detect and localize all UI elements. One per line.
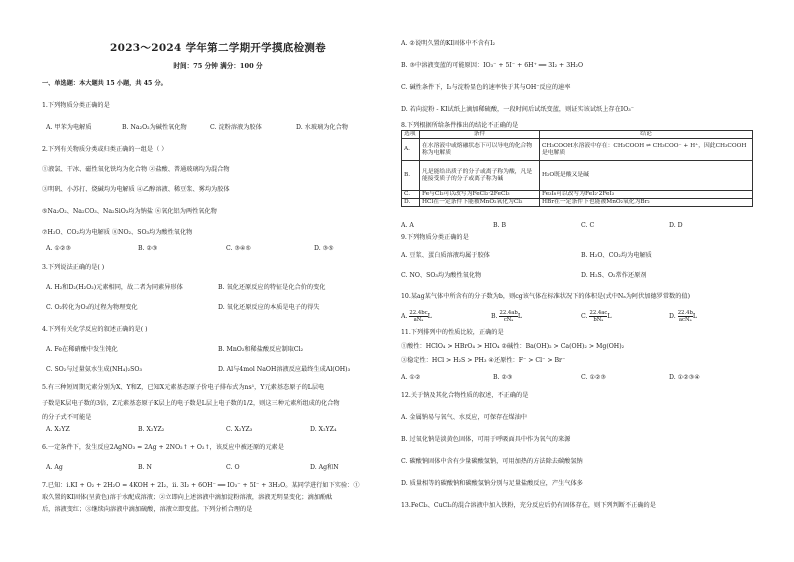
unit: L: [607, 313, 612, 320]
q8-table: [401, 130, 753, 207]
q11-option-c[interactable]: C. ①②③: [581, 374, 607, 381]
q11-option-b[interactable]: B. ②③: [493, 374, 513, 381]
q7-option-d[interactable]: D. 若向淀粉 - KI试纸上滴加稀硫酸，一段时间后试纸变蓝，则证实该试纸上存在IO₃⁻: [401, 106, 635, 113]
table-header-row: [402, 131, 753, 139]
q5-option-c[interactable]: C. X₂YZ₃: [226, 426, 253, 433]
q2-option-d[interactable]: D. ③⑤: [314, 245, 334, 252]
q6-option-d[interactable]: D. Ag和N: [310, 464, 339, 471]
table-cell: Fe与Cl₂可以改写为FeCl₂·2FeCl₃: [420, 191, 540, 199]
fraction: [409, 310, 427, 323]
q11-option-d[interactable]: D. ①②③④: [669, 374, 700, 381]
q7-line-2: 取久置的KI固体(呈黄色)溶于水配成溶液；②立即向上述溶液中滴加淀粉溶液，溶液无明显变化；滴加酚酞: [42, 494, 333, 501]
q6-option-b[interactable]: B. N: [138, 464, 152, 471]
q6-option-c[interactable]: C. O: [226, 464, 240, 471]
q1-stem: 1.下列物质分类正确的是: [42, 102, 110, 109]
table-cell: C.: [402, 191, 420, 199]
q12-option-c[interactable]: C. 碳酸钠固体中含有少量碳酸氢钠，可用加热的方法除去碳酸氢钠: [401, 458, 583, 465]
fraction: [589, 310, 607, 323]
q7-option-b[interactable]: B. ③中溶液变蓝的可能原因：IO₃⁻ + 5I⁻ + 6H⁺ ══ 3I₂ + 3H₂O: [401, 62, 584, 69]
q9-option-b[interactable]: B. H₂O、CO₂均为电解质: [581, 252, 652, 259]
q2-option-a[interactable]: A. ①②③: [46, 245, 72, 252]
q4-option-b[interactable]: B. MnO₂和稀盐酸反应制取Cl₂: [218, 346, 304, 353]
option-label: D.: [669, 313, 676, 320]
q12-stem: 12.关于钠及其化合物性质的叙述，不正确的是: [401, 392, 529, 399]
table-cell: HBr在一定条件下也能被MnO₂氧化为Br₂: [540, 199, 753, 207]
unit: L: [427, 313, 432, 320]
q5-option-d[interactable]: D. X₂YZ₄: [310, 426, 337, 433]
option-label: C.: [581, 313, 588, 320]
q10-option-b[interactable]: [491, 310, 522, 323]
q12-option-b[interactable]: B. 过氧化钠是淡黄色固体，可用于呼吸面具中作为氧气的来源: [401, 436, 571, 443]
q2-statement-3: ⑤Na₂O₂、Na₂CO₃、Na₂SiO₃均为钠盐 ⑥氧化铝为两性氧化物: [42, 208, 217, 215]
exam-subtitle: 时间：75 分钟 满分：100 分: [173, 62, 263, 70]
q8-option-a[interactable]: A. A: [401, 222, 414, 229]
q8-option-b[interactable]: B. B: [493, 222, 507, 229]
q5-line-1: 5.有三种短周期元素分别为X、Y和Z，已知X元素基态原子价电子排布式为ns¹，Y元素基态原子的L层电: [42, 384, 325, 391]
q5-line-3: 的分子式不可能是: [42, 414, 92, 421]
numerator: 22.4b: [677, 310, 693, 316]
table-cell: CH₃COOH水溶液中存在：CH₃COOH ⇌ CH₃COO⁻ + H⁺，因此CH₃COOH是电解质: [540, 139, 753, 161]
option-label: B.: [491, 313, 498, 320]
table-cell: B.: [402, 161, 420, 191]
q2-stem: 2.下列有关物质分类或归类正确的一组是（ ）: [42, 146, 168, 153]
table-cell: HCl在一定条件下能被MnO₂氧化为Cl₂: [420, 199, 540, 207]
q6-stem: 6.一定条件下，发生反应2AgNO₃ = 2Ag + 2NO₂↑ + O₂↑，该反应中被还原的元素是: [42, 444, 284, 451]
q8-option-c[interactable]: C. C: [581, 222, 595, 229]
q6-option-a[interactable]: A. Ag: [46, 464, 63, 471]
table-header-cell: 条件: [420, 131, 540, 139]
q10-option-a[interactable]: [401, 310, 432, 323]
table-cell: D.: [402, 199, 420, 207]
unit: L: [517, 313, 522, 320]
unit: L: [692, 313, 697, 320]
q4-option-d[interactable]: D. Al与4mol NaOH溶液反应最终生成Al(OH)₃: [218, 366, 351, 373]
q9-option-a[interactable]: A. 豆浆、蛋白质溶液均属于胶体: [401, 252, 490, 259]
table-cell: H₂O既是酸又是碱: [540, 161, 753, 191]
fraction: [499, 310, 517, 323]
q10-option-c[interactable]: [581, 310, 611, 323]
table-row: [402, 191, 753, 199]
q12-option-d[interactable]: D. 质量相等的碳酸钠和碳酸氢钠分别与足量盐酸反应，产生气体多: [401, 480, 583, 487]
q9-option-d[interactable]: D. H₂S、O₂常作还原剂: [581, 272, 647, 279]
q8-option-d[interactable]: D. D: [669, 222, 683, 229]
q5-line-2: 子数是K层电子数的3倍，Z元素基态原子K层上的电子数是L层上电子数的1/2，则这三种元素所组成的化合物: [42, 400, 340, 407]
q4-stem: 4.下列有关化学反应的叙述正确的是( ): [42, 326, 148, 333]
denominator: bNₐ: [593, 317, 604, 323]
numerator: 22.4bc: [409, 310, 428, 316]
table-row: [402, 199, 753, 207]
denominator: acNₐ: [678, 317, 692, 323]
q11-option-a[interactable]: A. ①②: [401, 374, 421, 381]
q3-stem: 3.下列说法正确的是( ): [42, 264, 105, 271]
q3-option-d[interactable]: D. 氧化还原反应的本质是电子的得失: [218, 304, 320, 311]
q11-stem: 11.下列排列中的性质比较，正确的是: [401, 329, 504, 336]
q2-statement-1: ①液氯、干冰、磁性氧化铁均为化合物 ②盐酸、普通玻璃均为混合物: [42, 166, 230, 173]
q9-option-c[interactable]: C. NO、SO₃均为酸性氧化物: [401, 272, 482, 279]
q10-option-d[interactable]: [669, 310, 697, 323]
q7-line-1: 7.已知：i.KI + O₂ + 2H₂O = 4KOH + 2I₂，ii. 3I₂ + 6OH⁻ ══ IO₃⁻ + 5I⁻ + 3H₂O。某同学进行如下实验：①: [42, 482, 360, 489]
fraction: [678, 310, 693, 323]
numerator: 22.4ab: [499, 310, 518, 316]
table-cell: A.: [402, 139, 420, 161]
q2-statement-2: ③明矾、小苏打、烧碱均为电解质 ④乙醇溶液、稀豆浆、雾均为胶体: [42, 186, 230, 193]
q3-option-a[interactable]: A. H₂和D₂(H₂O₂)元素相同，故二者为同素异形体: [46, 284, 183, 291]
numerator: 22.4ac: [589, 310, 608, 316]
q3-option-c[interactable]: C. O₂转化为O₃的过程为物理变化: [46, 304, 138, 311]
q7-option-c[interactable]: C. 碱性条件下，I₂与淀粉显色的速率快于其与OH⁻反应的速率: [401, 84, 571, 91]
table-cell: 凡是能给出质子的分子或离子称为酸，凡是能接受质子的分子或离子称为碱: [420, 161, 540, 191]
q11-statement-2: ③稳定性：HCl > H₂S > PH₃ ④还原性：F⁻ > Cl⁻ > Br⁻: [401, 357, 566, 364]
q5-option-b[interactable]: B. X₂YZ₂: [138, 426, 165, 433]
q1-option-b[interactable]: B. Na₂O₂为碱性氧化物: [122, 124, 187, 131]
table-row: [402, 139, 753, 161]
q5-option-a[interactable]: A. X₂YZ: [46, 426, 70, 433]
page-title: 2023～2024 学年第二学期开学摸底检测卷: [109, 42, 326, 54]
q1-option-d[interactable]: D. 水玻璃为化合物: [296, 124, 348, 131]
q7-option-a[interactable]: A. ②说明久置的KI固体中不含有I₂: [401, 40, 496, 47]
q4-option-c[interactable]: C. SO₂与过量氨水生成(NH₄)₂SO₃: [46, 366, 142, 373]
q7-line-3: 后，溶液变红；③继续向溶液中滴加硫酸，溶液立即变蓝。下列分析合理的是: [42, 506, 253, 513]
q9-stem: 9.下列物质分类正确的是: [401, 234, 469, 241]
section-heading: 一、单选题：本大题共 15 小题，共 45 分。: [42, 80, 167, 87]
q10-stem: 10.某ag某气体中所含有的分子数为b，则cg该气体在标准状况下的体积是(式中Nₐ为阿伏加德罗常数的值): [401, 293, 691, 300]
option-label: A.: [401, 313, 408, 320]
q4-option-a[interactable]: A. Fe在稀硝酸中发生钝化: [46, 346, 118, 353]
q1-option-c[interactable]: C. 淀粉溶液为胶体: [210, 124, 262, 131]
q11-statement-1: ①酸性：HClO₄ > HBrO₄ > HIO₄ ②碱性：Ba(OH)₂ > Ca(OH)₂ > Mg(OH)₂: [401, 343, 625, 350]
denominator: aNₐ: [413, 317, 424, 323]
q2-statement-4: ⑦H₂O、CO₂均为电解质 ⑧NO₂、SO₃均为酸性氧化物: [42, 229, 193, 236]
q13-stem: 13.FeCl₃、CuCl₂的混合溶液中加入铁粉，充分反应后仍有固体存在，则下列判断不正确的是: [401, 502, 656, 509]
q2-option-c[interactable]: C. ③④⑤: [226, 245, 252, 252]
denominator: cNₐ: [503, 317, 514, 323]
table-header-cell: 结论: [540, 131, 753, 139]
q1-option-a[interactable]: A. 甲苯为电解质: [46, 124, 92, 131]
table-cell: 在水溶液中或熔融状态下可以导电的化合物称为电解质: [420, 139, 540, 161]
table-row: [402, 161, 753, 191]
q3-option-b[interactable]: B. 氧化还原反应的特征是化合价的变化: [218, 284, 326, 291]
table-cell: Fe₃I₈可以改写为FeI₂·2FeI₃: [540, 191, 753, 199]
q12-option-a[interactable]: A. 金属钠易与氧气、水反应，可保存在煤油中: [401, 414, 527, 421]
table-header-cell: 选项: [402, 131, 420, 139]
q8-stem: 8.下列根据所给条件推出的结论不正确的是: [401, 122, 519, 129]
q2-option-b[interactable]: B. ②③: [138, 245, 158, 252]
